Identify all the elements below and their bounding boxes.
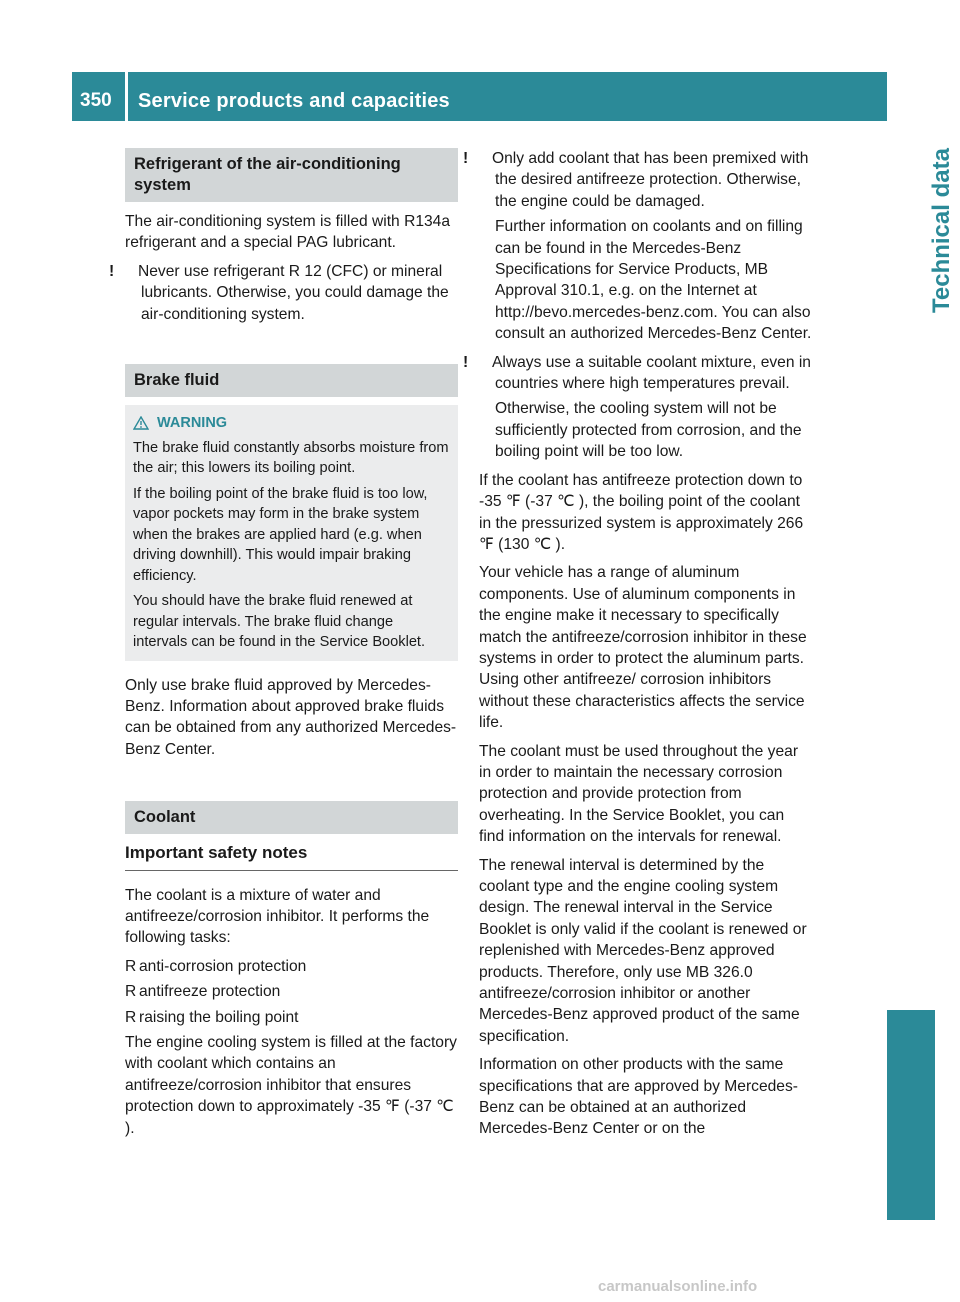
warning-text-2: If the boiling point of the brake fluid is too low, vapor pockets may form in the brake system when the brakes are applied hard (e.g. when driving downhill). This would impair braking efficiency. xyxy=(133,485,428,584)
coolant-note-2: ! Always use a suitable coolant mixture, even in countries where high temperatures prevail. xyxy=(463,353,811,393)
warning-header: WARNING xyxy=(133,413,450,434)
section-title-coolant: Coolant xyxy=(125,801,458,834)
exclamation-icon: ! xyxy=(463,353,469,371)
side-tab-label: Technical data xyxy=(928,148,955,313)
watermark: carmanualsonline.info xyxy=(598,1278,758,1295)
brake-body: Only use brake fluid approved by Mercedes-Benz. Information about approved brake fluids can be obtained from any authorized Mercedes-Benz Center. xyxy=(125,676,457,758)
exclamation-icon: ! xyxy=(109,262,115,280)
page-title: Service products and capacities xyxy=(138,90,450,112)
coolant-note-2-cont: Otherwise, the cooling system will not be sufficiently protected from corrosion, and the boiling point will be too low. xyxy=(495,400,802,461)
coolant-body-2: The engine cooling system is filled at the factory with coolant which contains an antifreeze/corrosion inhibitor that ensures protection down to approximately -35 ℉ (-37 ℃ ). xyxy=(125,1034,457,1137)
list-item: R raising the boiling point xyxy=(125,1008,299,1026)
header-separator xyxy=(125,72,128,121)
page-number: 350 xyxy=(80,90,112,111)
coolant-note-1: ! Only add coolant that has been premixed with the desired antifreeze protection. Otherwise, the engine could be damaged. xyxy=(463,150,809,210)
refrigerant-body: The air-conditioning system is filled with R134a refrigerant and a special PAG lubricant. xyxy=(125,213,451,252)
coolant-note-1-cont: Further information on coolants and on filling can be found in the Mercedes-Benz Specifications for Service Products, MB Approval 310.1, e.g. on the Internet at http://bevo.mercedes-benz.com. You can also consult an authorized Mercedes-Benz Center. xyxy=(495,218,812,343)
side-tab-marker xyxy=(887,1010,935,1220)
coolant-paragraph-1: If the coolant has antifreeze protection down to -35 ℉ (-37 ℃ ), the boiling point of the coolant in the pressurized system is approximately 266 ℉ (130 ℃ ). xyxy=(479,471,804,553)
warning-text-3: You should have the brake fluid renewed at regular intervals. The brake fluid change intervals can be found in the Service Booklet. xyxy=(133,593,426,651)
section-title-refrigerant: Refrigerant of the air-conditioning system xyxy=(125,148,458,202)
warning-text-1: The brake fluid constantly absorbs moisture from the air; this lowers its boiling point. xyxy=(133,439,449,477)
warning-triangle-icon xyxy=(133,416,149,430)
exclamation-icon: ! xyxy=(463,150,469,167)
section-title-brake-fluid: Brake fluid xyxy=(125,364,458,397)
right-column xyxy=(463,148,812,1147)
warning-box xyxy=(125,405,458,661)
list-item: R anti-corrosion protection xyxy=(125,957,307,975)
refrigerant-note: ! Never use refrigerant R 12 (CFC) or mineral lubricants. Otherwise, you could damage the air-conditioning system. xyxy=(109,262,449,323)
coolant-body: The coolant is a mixture of water and antifreeze/corrosion inhibitor. It performs the following tasks: xyxy=(125,886,430,947)
coolant-paragraph-2: Your vehicle has a range of aluminum components. Use of aluminum components in the engine make it necessary to specifically match the antifreeze/corrosion inhibitor in these systems in order to protect the aluminum parts. Using other antifreeze/ corrosion inhibitors without these characteristics affects the service life. xyxy=(479,564,807,732)
coolant-paragraph-5: Information on other products with the same specifications that are approved by Mercedes-Benz can be obtained at an authorized Mercedes-Benz Center or on the xyxy=(479,1056,798,1138)
list-item: R antifreeze protection xyxy=(125,983,281,1001)
coolant-paragraph-3: The coolant must be used throughout the year in order to maintain the necessary corrosion protection and provide protection from overheating. In the Service Booklet, you can find information on the intervals for renewal. xyxy=(479,742,799,846)
coolant-paragraph-4: The renewal interval is determined by the coolant type and the engine cooling system design. The renewal interval in the Service Booklet is only valid if the coolant is renewed or replenished with Mercedes-Benz approved products. Therefore, only use MB 326.0 antifreeze/corrosion inhibitor or another Mercedes-Benz approved product of the same specification. xyxy=(479,856,807,1045)
left-column xyxy=(109,148,458,1146)
subsection-title-safety: Important safety notes xyxy=(125,834,458,870)
